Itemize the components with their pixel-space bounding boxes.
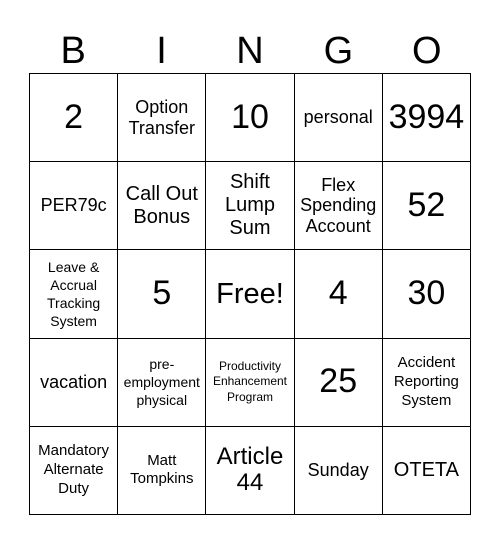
bingo-cell-r1c1[interactable]: 2 xyxy=(30,74,118,162)
header-letter-i: I xyxy=(156,30,167,72)
bingo-cell-r2c1[interactable]: PER79c xyxy=(30,162,118,250)
bingo-cell-r4c3[interactable]: Productivity Enhancement Program xyxy=(206,339,294,427)
bingo-cell-r5c2[interactable]: Matt Tompkins xyxy=(118,427,206,515)
bingo-cell-r2c3[interactable]: Shift Lump Sum xyxy=(206,162,294,250)
bingo-cell-r3c1[interactable]: Leave & Accrual Tracking System xyxy=(30,250,118,338)
bingo-cell-r3c4[interactable]: 4 xyxy=(295,250,383,338)
header-letter-b: B xyxy=(60,30,86,72)
bingo-header xyxy=(29,28,471,74)
bingo-cell-r5c4[interactable]: Sunday xyxy=(295,427,383,515)
bingo-cell-r2c5[interactable]: 52 xyxy=(383,162,471,250)
bingo-cell-r1c3[interactable]: 10 xyxy=(206,74,294,162)
header-letter-g: G xyxy=(323,30,354,72)
header-letter-n: N xyxy=(236,30,264,72)
bingo-cell-r2c2[interactable]: Call Out Bonus xyxy=(118,162,206,250)
bingo-cell-r5c5[interactable]: OTETA xyxy=(383,427,471,515)
bingo-cell-r4c5[interactable]: Accident Reporting System xyxy=(383,339,471,427)
bingo-cell-free[interactable]: Free! xyxy=(206,250,294,338)
bingo-cell-r5c1[interactable]: Mandatory Alternate Duty xyxy=(30,427,118,515)
bingo-cell-r4c2[interactable]: pre-employment physical xyxy=(118,339,206,427)
header-letter-o: O xyxy=(411,30,442,72)
bingo-board xyxy=(29,73,471,515)
bingo-cell-r2c4[interactable]: Flex Spending Account xyxy=(295,162,383,250)
bingo-cell-r3c2[interactable]: 5 xyxy=(118,250,206,338)
bingo-cell-r1c4[interactable]: personal xyxy=(295,74,383,162)
bingo-cell-r1c2[interactable]: Option Transfer xyxy=(118,74,206,162)
bingo-cell-r4c1[interactable]: vacation xyxy=(30,339,118,427)
bingo-cell-r3c5[interactable]: 30 xyxy=(383,250,471,338)
bingo-cell-r5c3[interactable]: Article 44 xyxy=(206,427,294,515)
bingo-cell-r1c5[interactable]: 3994 xyxy=(383,74,471,162)
bingo-cell-r4c4[interactable]: 25 xyxy=(295,339,383,427)
